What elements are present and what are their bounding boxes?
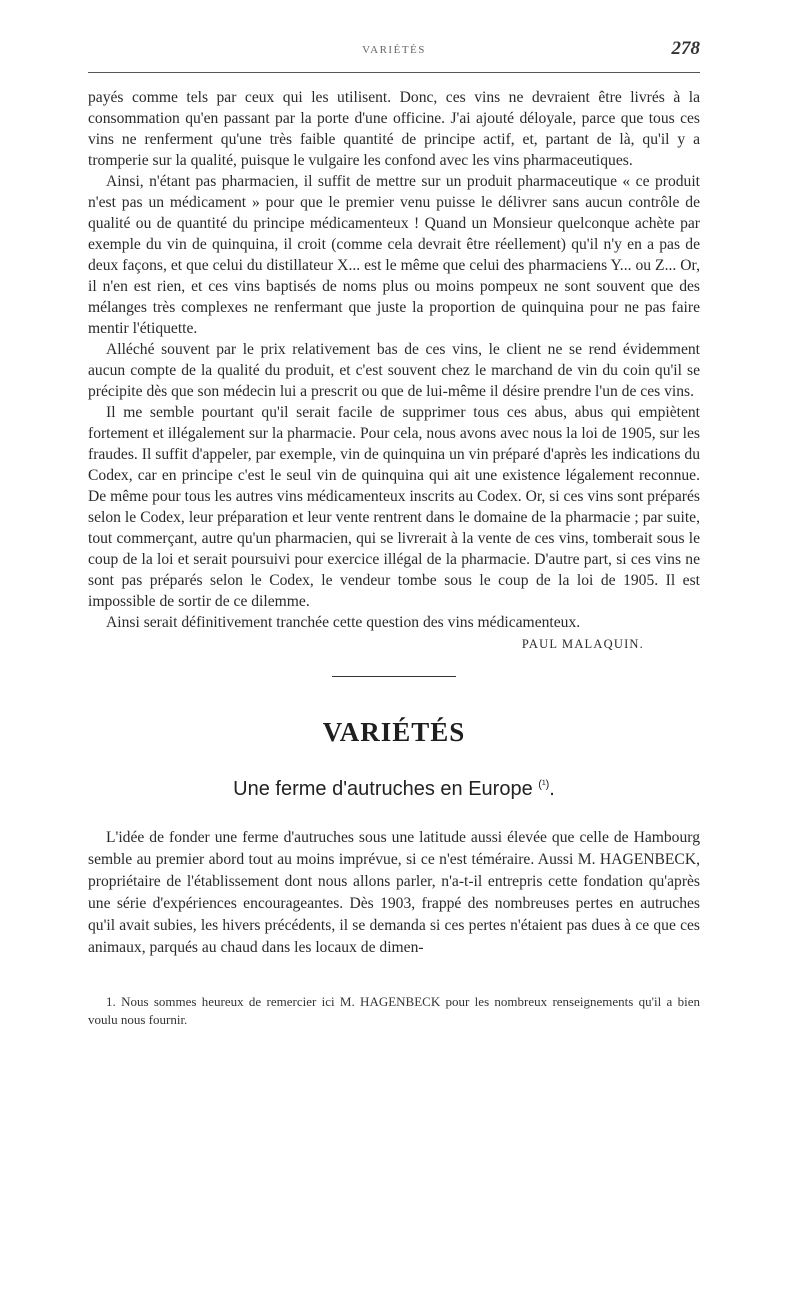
header-rule	[88, 72, 700, 73]
article-title	[88, 778, 700, 801]
footnote: 1. Nous sommes heureux de remercier ici M. HAGENBECK pour les nombreux renseignements qu'il a bien voulu nous fournir.	[88, 994, 700, 1027]
title-period: .	[549, 778, 555, 800]
running-title: VARIÉTÉS	[362, 44, 426, 56]
page-number: 278	[671, 38, 700, 59]
paragraph: Ainsi serait définitivement tranchée cette question des vins médicamenteux.	[106, 614, 581, 631]
author-signature: PAUL MALAQUIN.	[521, 637, 644, 651]
paragraph: L'idée de fonder une ferme d'autruches sous une latitude aussi élevée que celle de Hambourg semble au premier abord tout au moins imprévue, si ce n'est téméraire. Aussi M. HAGENBECK, propriétaire de l'établissement dont nous allons parler, n'a-t-il entrepris cette fondation qu'après une série d'expériences encourageantes. Dès 1903, frappé des nombreuses pertes en autruches qu'il avait subies, les hivers précédents, il se demanda si ces pertes n'étaient pas dues à ce que ces animaux, parqués au chaud dans les locaux de dimen-	[88, 829, 700, 956]
paragraph: payés comme tels par ceux qui les utilisent. Donc, ces vins ne devraient être livrés à la consommation qu'en passant par la porte d'une officine. J'ai ajouté déloyale, parce que tous ces vins ne renferment qu'une très faible quantité de principe actif, et, partant de là, qu'il y a tromperie sur la qualité, puisque le vulgaire les confond avec les vins pharmaceutiques.	[88, 89, 700, 169]
paragraph: Ainsi, n'étant pas pharmacien, il suffit de mettre sur un produit pharmaceutique « ce produit n'est pas un médicament » pour que le premier venu puisse le délivrer sans aucun contrôle de qualité ou de quantité du principe médicamenteux ! Quand un Monsieur quelconque achète par exemple du vin de quinquina, il croit (comme cela devrait être réellement) qu'il n'y en a pas de deux façons, et que celui du distillateur X... est le même que celui des pharmaciens Y... ou Z... Or, il n'en est rien, et ces vins baptisés de noms plus ou moins pompeux ne sont souvent que des mélanges très complexes ne renfermant que juste la proportion de quinquina pour ne pas faire mentir l'étiquette.	[88, 173, 700, 337]
paragraph: Il me semble pourtant qu'il serait facile de supprimer tous ces abus, abus qui empiètent fortement et illégalement sur la pharmacie. Pour cela, nous avons avec nous la loi de 1905, sur les fraudes. Il suffit d'appeler, par exemple, vin de quinquina un vin préparé d'après les indications du Codex, car en principe c'est le seul vin de quinquina qui ait une existence légalement reconnue. De même pour tous les autres vins médicamenteux inscrits au Codex. Or, si ces vins sont préparés selon le Codex, leur préparation et leur vente rentrent dans le domaine de la pharmacie ; par suite, tout commerçant, autre qu'un pharmacien, qui se livrerait à la vente de ces vins, tomberait sous le coup de la loi et serait poursuivi pour exercice illégal de la pharmacie. D'autre part, si ces vins ne sont pas préparés selon le Codex, le vendeur tombe sous le coup de la loi de 1905. Il est impossible de sortir de ce dilemme.	[88, 404, 700, 610]
section-heading: VARIÉTÉS	[322, 717, 466, 747]
article-title-text: Une ferme d'autruches en Europe	[233, 778, 533, 800]
article-body	[88, 827, 700, 959]
article-continuation	[88, 87, 700, 633]
footnote-marker: (¹)	[538, 778, 550, 791]
section-separator	[332, 676, 456, 677]
page	[88, 38, 700, 1029]
paragraph: Alléché souvent par le prix relativement bas de ces vins, le client ne se rend évidemment aucun compte de la qualité du produit, et c'est souvent chez le marchand de vin du coin qu'il se précipite dès que son médecin lui a prescrit ou que de lui-même il désire prendre l'un de ces vins.	[88, 341, 700, 400]
running-header	[88, 38, 700, 70]
